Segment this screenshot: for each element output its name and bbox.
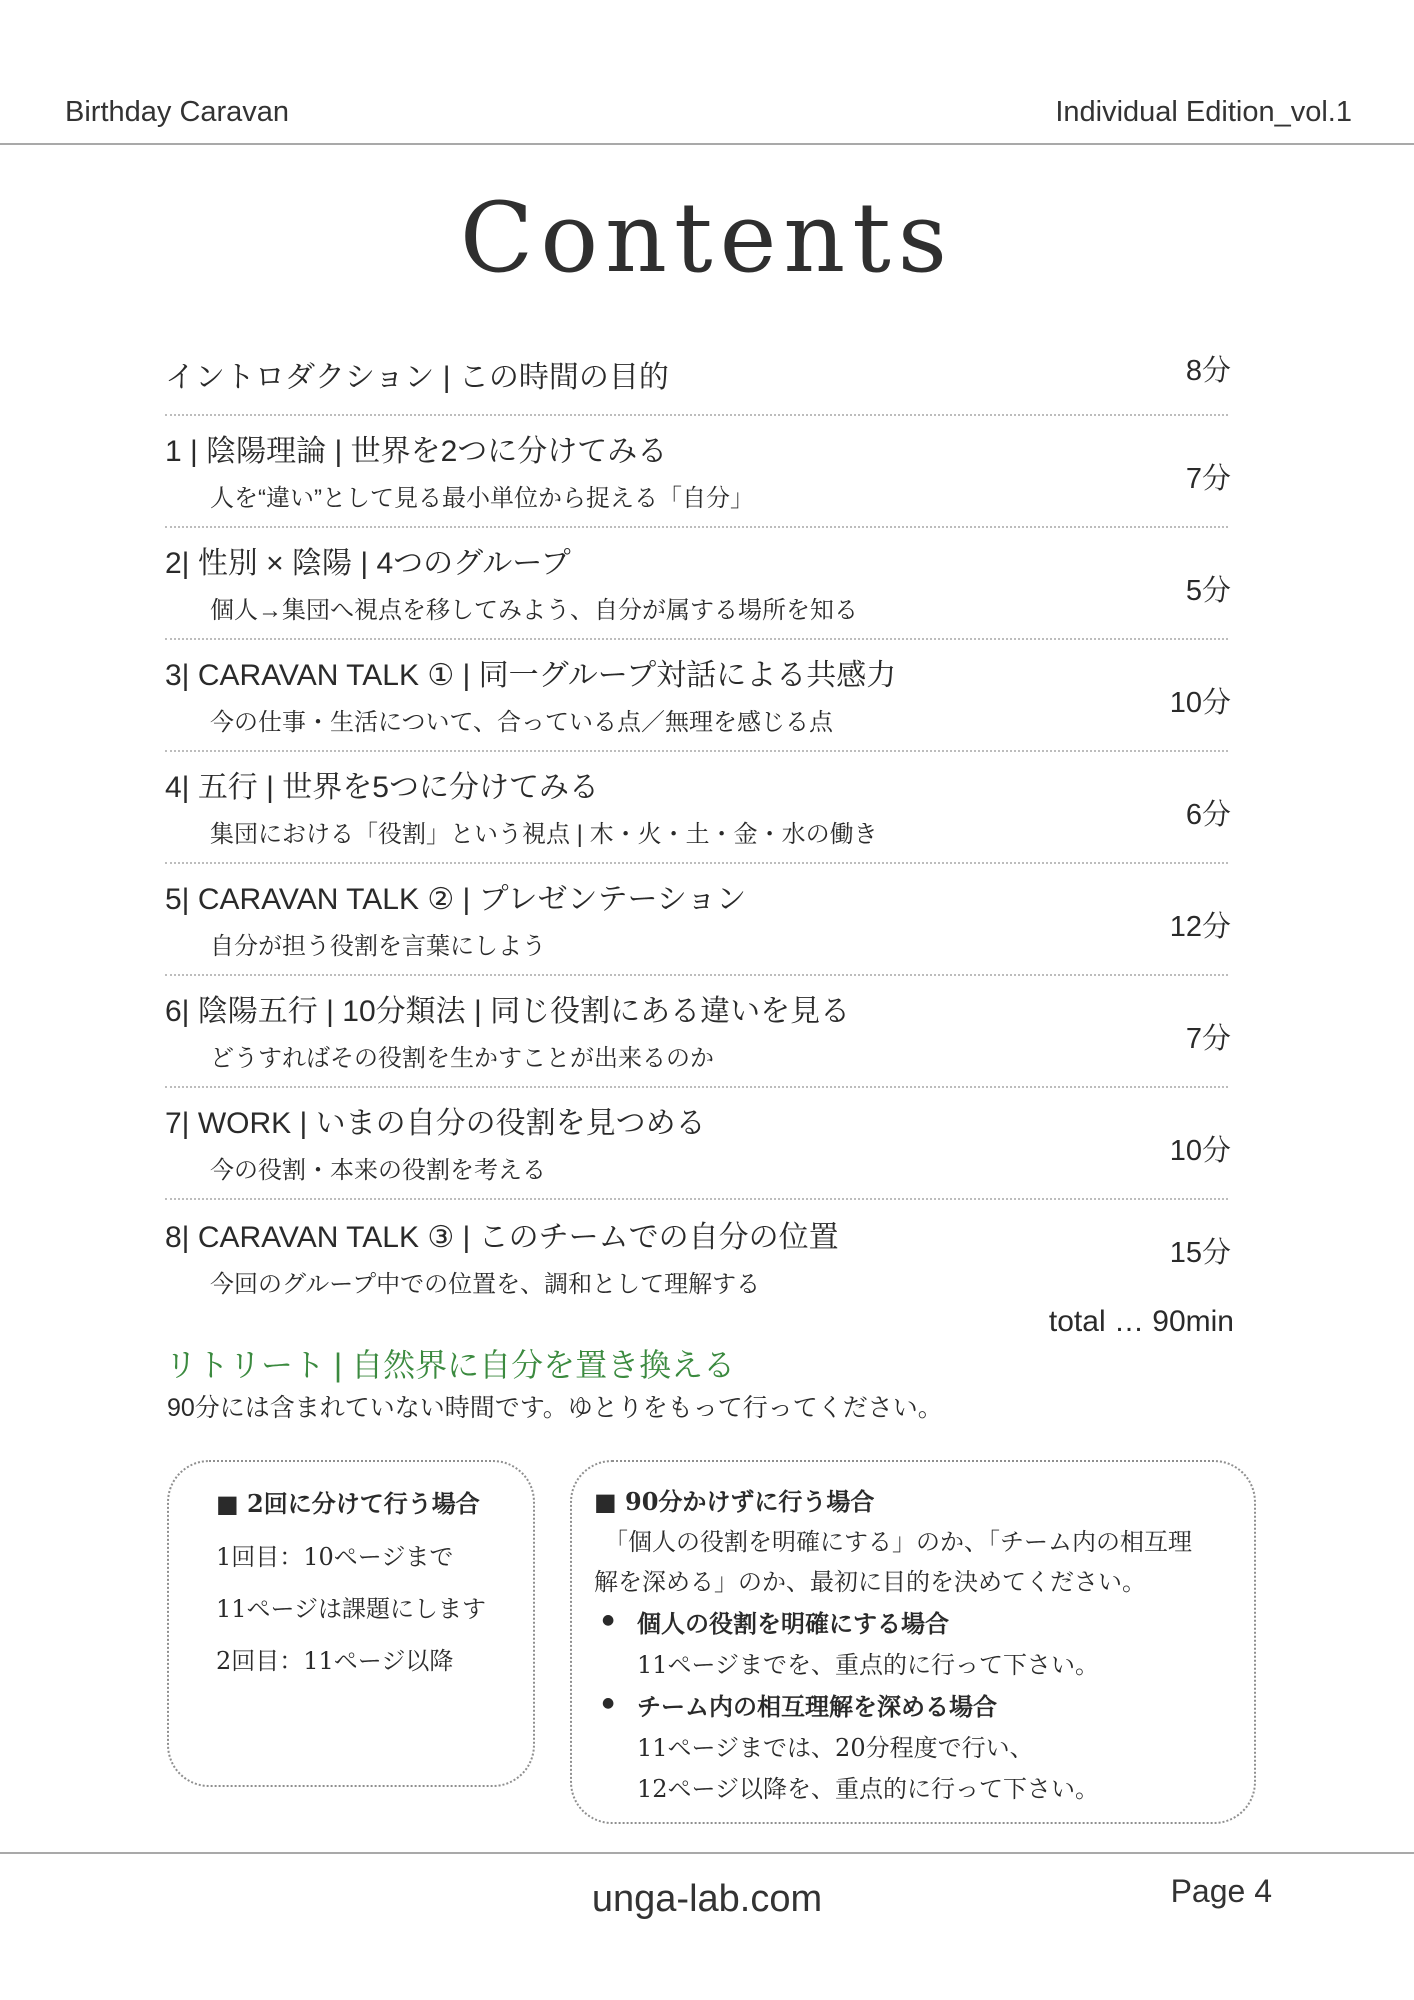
retreat-note: 90分には含まれていない時間です。ゆとりをもって行ってください。 [167,1394,943,1422]
toc-item-title: 3| CARAVAN TALK ① | 同一グループ対話による共感力 [165,659,897,692]
header-edition: Individual Edition_vol.1 [1055,96,1352,128]
toc-item-title: 4| 五行 | 世界を5つに分けてみる [165,771,599,804]
bullet-icon: ● [602,1612,615,1628]
toc-item-time: 10分 [1169,1135,1231,1167]
toc-item [165,752,1231,864]
page-number: Page 4 [1170,1873,1272,1909]
toc-item-subtitle: 人を“違い”として見る最小単位から捉える「自分」 [210,485,754,512]
toc-item-subtitle: 自分が担う役割を言葉にしよう [210,933,546,960]
toc-item-subtitle: 今の仕事・生活について、合っている点／無理を感じる点 [210,709,834,736]
retreat-title: リトリート | 自然界に自分を置き換える [165,1347,736,1383]
short-session-intro: 解を深める」のか、最初に目的を決めてください。 [594,1568,1146,1596]
footer-website: unga-lab.com [591,1878,823,1920]
toc-item-subtitle: どうすればその役割を生かすことが出来るのか [210,1045,714,1072]
toc-item [165,528,1231,640]
short-session-note-box [570,1460,1256,1824]
toc-item-time: 8分 [1185,355,1231,387]
two-session-line: 1回目：10ページまで [216,1543,454,1571]
toc-item [165,1088,1231,1200]
toc-item-subtitle: 集団における「役割」という視点 | 木・火・土・金・水の働き [210,821,878,848]
toc-item-subtitle: 個人→集団へ視点を移してみよう、自分が属する場所を知る [210,597,858,624]
toc-item-subtitle: 今の役割・本来の役割を考える [210,1157,546,1184]
bullet-icon: ● [602,1695,615,1711]
toc-item-title: 5| CARAVAN TALK ② | プレゼンテーション [165,883,747,916]
two-session-heading: ■ 2回に分けて行う場合 [216,1489,480,1518]
toc-item [165,1200,1231,1310]
toc-item [165,864,1231,976]
page-header [0,0,1414,145]
toc-item-time: 6分 [1185,799,1231,831]
toc-item-subtitle: 今回のグループ中での位置を、調和として理解する [210,1271,761,1298]
bullet-text: 11ページまでは、20分程度で行い、 [637,1734,1034,1762]
bullet-text: 11ページまでを、重点的に行って下さい。 [637,1651,1100,1679]
toc-item-time: 7分 [1185,1023,1231,1055]
toc-item-title: 8| CARAVAN TALK ③ | このチームでの自分の位置 [165,1221,839,1254]
bullet-title: 個人の役割を明確にする場合 [637,1609,949,1638]
toc-item-time: 15分 [1169,1237,1231,1269]
toc-item-time: 5分 [1185,575,1231,607]
short-session-intro: 「個人の役割を明確にする」のか、「チーム内の相互理 [604,1528,1192,1556]
toc-item-time: 7分 [1185,463,1231,495]
total-duration: total … 90min [1048,1305,1234,1338]
footer-divider [0,1852,1414,1854]
toc-item-title: 6| 陰陽五行 | 10分類法 | 同じ役割にある違いを見る [165,995,851,1028]
toc-item-time: 12分 [1169,911,1231,943]
header-series-title: Birthday Caravan [65,96,290,128]
two-session-note-box [167,1460,535,1787]
toc-item-time: 10分 [1169,687,1231,719]
toc-item [165,416,1231,528]
toc-item-title: 1 | 陰陽理論 | 世界を2つに分けてみる [165,435,668,468]
toc-item-title: 7| WORK | いまの自分の役割を見つめる [165,1107,706,1140]
short-session-heading: ■ 90分かけずに行う場合 [594,1487,875,1516]
two-session-line: 2回目：11ページ以降 [216,1647,454,1675]
two-session-line: 11ページは課題にします [216,1595,487,1623]
bullet-text: 12ページ以降を、重点的に行って下さい。 [637,1775,1100,1803]
header-divider [0,143,1414,145]
toc-item [165,640,1231,752]
page-title: Contents [459,182,955,294]
toc-item [165,336,1231,416]
toc-item-title: 2| 性別 × 陰陽 | 4つのグループ [165,547,571,580]
table-of-contents [165,336,1231,1310]
bullet-title: チーム内の相互理解を深める場合 [637,1692,997,1721]
toc-item [165,976,1231,1088]
toc-item-title: イントロダクション | この時間の目的 [165,361,669,394]
